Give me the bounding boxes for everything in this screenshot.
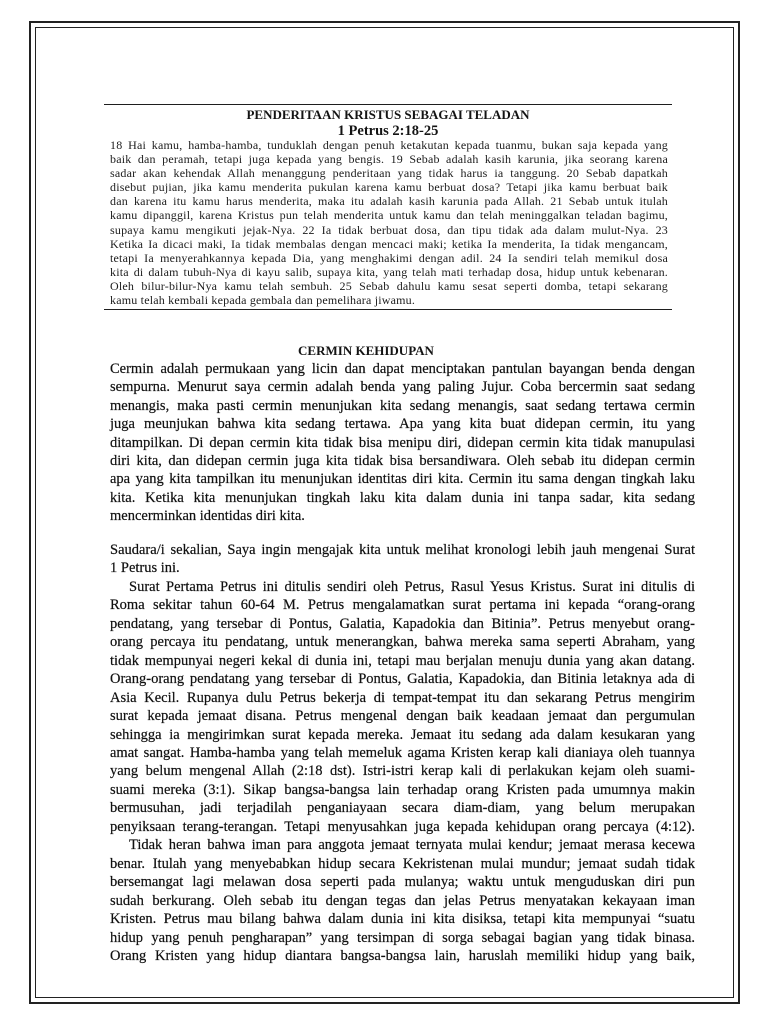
verse-line: sadar akan kehendak Allah menanggung penderitaan yang tidak harus ia tanggung. 20 Sebab dapatkah: [110, 166, 668, 181]
body-line: juga meunjukan bahwa kita sedang tertawa. Apa yang kita buat didepan cermin, itu yang: [110, 416, 695, 433]
body-line: benar. Itulah yang menyebabkan hidup secara Kekristenan mulai mundur; jemaat sudah tidak: [110, 855, 695, 872]
verse-line: Ketika Ia dicaci maki, Ia tidak membalas dengan mencaci maki; ketika Ia menderita, Ia tidak mengancam,: [110, 236, 668, 251]
verse-line: kamu dipanggil, karena Kristus pun telah menderita untuk kamu dan telah meninggalkan teladan bagimu,: [110, 208, 668, 223]
body-line: sehingga ia mengirimkan surat kepada mereka. Jemaat itu sedang ada dalam kesukaran yang: [110, 726, 695, 743]
body-line: Cermin adalah permukaan yang licin dan dapat menciptakan pantulan bayangan benda dengan: [110, 361, 695, 377]
scripture-passage: [110, 138, 668, 307]
body-line: tidak mempunyai negeri kekal di dunia ini, tetapi mau berjalan menuju dunia yang akan datang.: [110, 652, 695, 669]
paragraph-mirror: [110, 360, 695, 526]
body-text-block-2: [110, 541, 695, 965]
body-line: sempurna. Menurut saya cermin adalah benda yang paling Jujur. Coba bercermin saat sedang: [110, 379, 695, 396]
body-line: Surat Pertama Petrus ini ditulis sendiri oleh Petrus, Rasul Yesus Kristus. Surat ini ditulis di: [129, 578, 695, 595]
body-line: diri kita, dan didepan cermin juga kita tidak bisa bersandiwara. Oleh sebab itu didepan cermin: [110, 453, 695, 470]
body-line: hidup yang penuh pengharapan” yang tersimpan di sorga sebagai bagian yang tidak binasa.: [110, 929, 695, 946]
body-text-block-1: [110, 360, 695, 526]
verse-line: Oleh bilur-bilur-Nya kamu telah sembuh. 25 Sebab dahulu kamu sesat seperti domba, tetapi sekarang: [110, 278, 668, 293]
passage-reference: 1 Petrus 2:18-25: [337, 123, 439, 139]
body-line: surat kepada jemaat disana. Petrus mengenal dengan baik keadaan jemaat dan pergumulan: [110, 708, 695, 725]
body-line: kita. Ketika kita menunjukan tingkah laku kita dalam dunia ini tanpa sadar, kita sedang: [110, 489, 695, 506]
verse-line: 18 Hai kamu, hamba-hamba, tunduklah dengan penuh ketakutan kepada tuanmu, bukan saja kepada yang: [110, 138, 668, 152]
verse-line: kita di dalam tubuh-Nya di kayu salib, supaya kita, yang telah mati terhadap dosa, hidup untuk kebenaran.: [110, 264, 668, 279]
body-line: penyiksaan terang-terangan. Tetapi menyusahkan juga kepada kehidupan orang percaya (4:12).: [110, 818, 695, 835]
body-line: pendatang, yang tersebar di Pontus, Galatia, Kapadokia dan Bitinia”. Petrus menyebut orang-: [110, 615, 695, 632]
verse-line: disebut pujian, jika kamu menderita pukulan karena kamu berbuat dosa? Tetapi jika kamu berbuat baik: [110, 180, 668, 195]
body-line: Kristen. Petrus mau bilang bahwa dalam dunia ini kita disiksa, tetapi kita mempunyai “suatu: [110, 911, 695, 928]
body-line: Orang Kristen yang hidup diantara bangsa-bangsa lain, haruslah memiliki hidup yang baik,: [110, 947, 695, 964]
body-line: menangis, maka pasti cermin menunjukan kita sedang menangis, saat sedang tertawa cermin: [110, 397, 695, 414]
body-line: Orang-orang pendatang yang tersebar di Pontus, Galatia, Kapadokia, dan Bitinia letaknya ada di: [110, 671, 695, 688]
body-line: sudah berkurang. Oleh sebab itu dengan tegas dan jelas Petrus menyatakan kekayaan iman: [110, 892, 695, 909]
body-line: yang belum mengenal Allah (2:18 dst). Istri-istri kerap kali di perlakukan kejam oleh suami-: [110, 763, 695, 780]
section-heading: CERMIN KEHIDUPAN: [298, 343, 434, 358]
body-line: Asia Kecil. Rupanya dulu Petrus bekerja di tempat-tempat itu dan sekarang Petrus mengirim: [110, 689, 695, 706]
header-bottom-rule: [104, 309, 672, 310]
body-line: ditampilkan. Di depan cermin kita tidak bisa menipu diri, didepan cermin kita tidak manupulasi: [110, 434, 695, 451]
body-line: bermusuhan, jadi terjadilah penganiayaan secara diam-diam, yang belum merupakan: [110, 800, 695, 817]
verse-line: kamu telah kembali kepada gembala dan pemelihara jiwamu.: [110, 293, 416, 308]
body-line: mencerminkan identidas diri kita.: [110, 508, 305, 525]
verse-line: baik dan peramah, tetapi juga kepada yang bengis. 19 Sebab adalah kasih karunia, jika seorang karena: [110, 152, 668, 167]
body-line: bersemangat lagi melawan dosa seperti pada mulanya; waktu untuk menguduskan diri pun: [110, 874, 695, 891]
verse-line: dan karena itu kamu harus menderita, maka itu adalah kasih karunia pada Allah. 21 Sebab untuk itulah: [110, 194, 668, 209]
verse-line: supaya kamu mengikuti jejak-Nya. 22 Ia tidak berbuat dosa, dan tipu tidak ada dalam mulut-Nya. 23: [110, 222, 668, 237]
paragraph-background: [110, 578, 695, 836]
body-line: apa yang kita tampilkan itu menunjukan identitas diri kita. Cermin itu sama dengan tingkah laku: [110, 471, 695, 488]
body-line: Saudara/i sekalian, Saya ingin mengajak kita untuk melihat kronologi lebih jauh mengenai Surat: [110, 542, 695, 558]
body-line: amat sangat. Hamba-hamba yang telah memeluk agama Kristen kerap kali dianiaya oleh tuannya: [110, 744, 695, 761]
body-line: orang percaya itu pendatang, untuk menerangkan, bahwa mereka sama seperti Abraham, yang: [110, 634, 695, 651]
paragraph-invitation: [110, 541, 695, 578]
paragraph-encouragement: [110, 836, 695, 965]
header-top-rule: [104, 104, 672, 105]
verse-line: tetapi Ia menyerahkannya kepada Dia, yang menghakimi dengan adil. 24 Ia sendiri telah memikul dosa: [110, 250, 668, 265]
body-line: Roma sekitar tahun 60-64 M. Petrus mengalamatkan surat pertama ini kepada “orang-orang: [110, 597, 695, 614]
body-line: 1 Petrus ini.: [110, 560, 180, 577]
body-line: suami mereka (3:1). Sikap bangsa-bangsa lain terhadap orang Kristen pada umumnya makin: [110, 781, 695, 798]
passage-title: PENDERITAAN KRISTUS SEBAGAI TELADAN: [246, 107, 530, 122]
body-line: Tidak heran bahwa iman para anggota jemaat ternyata mulai kendur; jemaat merasa kecewa: [129, 837, 695, 854]
